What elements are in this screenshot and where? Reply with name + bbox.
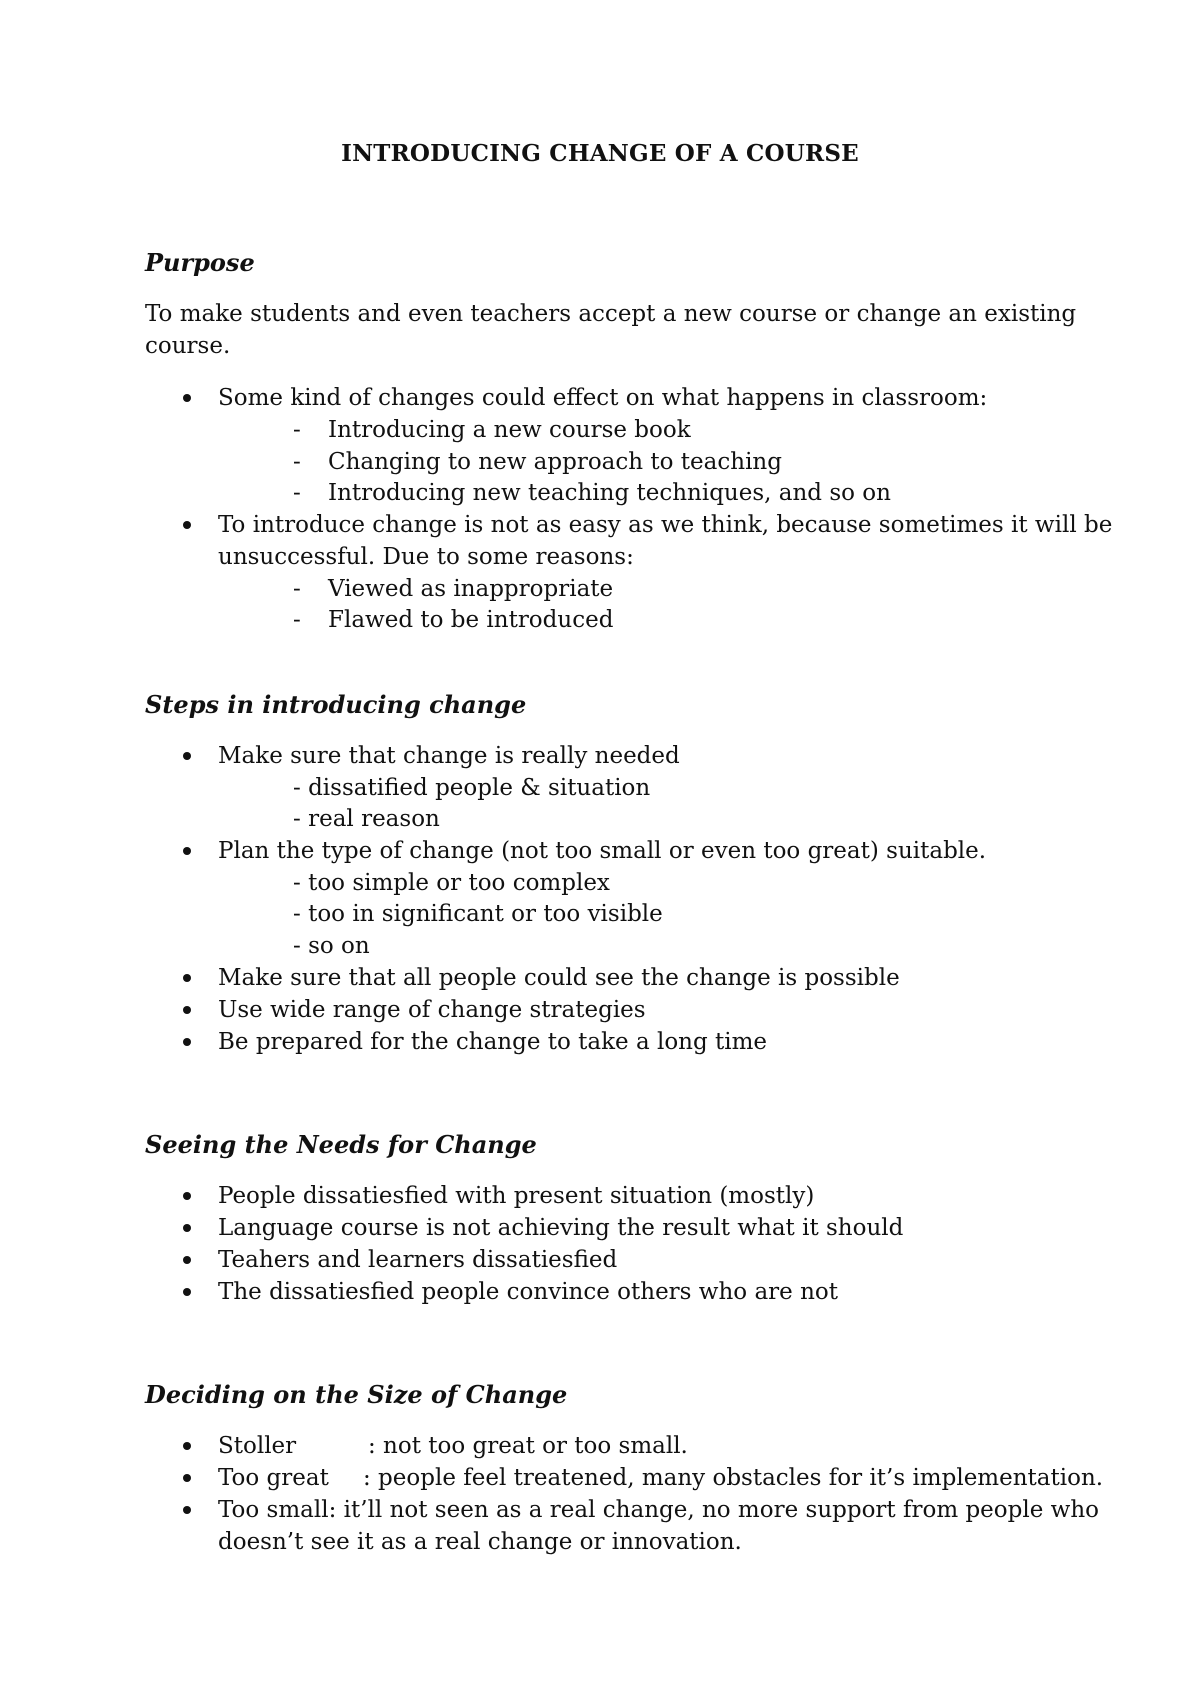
bullet-dot xyxy=(183,394,191,402)
bullet-dot xyxy=(183,1192,191,1200)
steps-heading: Steps in introducing change xyxy=(145,690,527,719)
purpose-intro-line-2: course. xyxy=(145,333,231,359)
bullet-dot xyxy=(183,1038,191,1046)
size-item-3-line-1: Too small: it’ll not seen as a real change, no more support from people who xyxy=(218,1497,1099,1523)
dash-marker: - xyxy=(293,480,301,506)
bullet-dot xyxy=(183,1442,191,1450)
bullet-dot xyxy=(183,1474,191,1482)
bullet-dot xyxy=(183,1006,191,1014)
dash-marker: - xyxy=(293,449,301,475)
purpose-heading: Purpose xyxy=(145,248,255,277)
purpose-sub-item: Introducing new teaching techniques, and so on xyxy=(328,480,891,506)
needs-bullet: Teahers and learners dissatiesfied xyxy=(218,1247,618,1273)
needs-bullet: People dissatiesfied with present situation (mostly) xyxy=(218,1183,815,1209)
purpose-sub-item: Flawed to be introduced xyxy=(328,607,614,633)
steps-bullet-5: Be prepared for the change to take a long time xyxy=(218,1029,768,1055)
purpose-sub-item: Viewed as inappropriate xyxy=(328,576,614,602)
purpose-sub-item: Introducing a new course book xyxy=(328,417,691,443)
needs-heading: Seeing the Needs for Change xyxy=(145,1130,537,1159)
size-item-1-term: Stoller xyxy=(218,1433,297,1459)
steps-sub-item: - dissatified people & situation xyxy=(293,775,651,801)
needs-bullet: Language course is not achieving the result what it should xyxy=(218,1215,904,1241)
purpose-sub-item: Changing to new approach to teaching xyxy=(328,449,782,475)
bullet-dot xyxy=(183,1288,191,1296)
dash-marker: - xyxy=(293,417,301,443)
bullet-dot xyxy=(183,1256,191,1264)
document-title: INTRODUCING CHANGE OF A COURSE xyxy=(341,140,859,167)
bullet-dot xyxy=(183,752,191,760)
purpose-bullet-2-line-2: unsuccessful. Due to some reasons: xyxy=(218,544,634,570)
steps-bullet-3: Make sure that all people could see the change is possible xyxy=(218,965,900,991)
steps-bullet-2: Plan the type of change (not too small or even too great) suitable. xyxy=(218,838,987,864)
size-item-1-desc: : not too great or too small. xyxy=(368,1433,688,1459)
purpose-bullet-2-line-1: To introduce change is not as easy as we think, because sometimes it will be xyxy=(218,512,1113,538)
size-heading: Deciding on the Size of Change xyxy=(145,1380,568,1409)
size-item-2-desc: : people feel treatened, many obstacles for it’s implementation. xyxy=(363,1465,1104,1491)
steps-bullet-1: Make sure that change is really needed xyxy=(218,743,680,769)
steps-sub-item: - too in significant or too visible xyxy=(293,901,663,927)
bullet-dot xyxy=(183,1224,191,1232)
bullet-dot xyxy=(183,521,191,529)
dash-marker: - xyxy=(293,576,301,602)
bullet-dot xyxy=(183,974,191,982)
bullet-dot xyxy=(183,1506,191,1514)
purpose-intro-line-1: To make students and even teachers accept a new course or change an existing xyxy=(145,301,1077,327)
steps-sub-item: - too simple or too complex xyxy=(293,870,610,896)
steps-bullet-4: Use wide range of change strategies xyxy=(218,997,646,1023)
bullet-dot xyxy=(183,847,191,855)
size-item-2-term: Too great xyxy=(218,1465,329,1491)
steps-sub-item: - so on xyxy=(293,933,370,959)
dash-marker: - xyxy=(293,607,301,633)
size-item-3-line-2: doesn’t see it as a real change or innovation. xyxy=(218,1529,742,1555)
needs-bullet: The dissatiesfied people convince others who are not xyxy=(218,1279,838,1305)
steps-sub-item: - real reason xyxy=(293,806,440,832)
purpose-bullet-1: Some kind of changes could effect on what happens in classroom: xyxy=(218,385,988,411)
